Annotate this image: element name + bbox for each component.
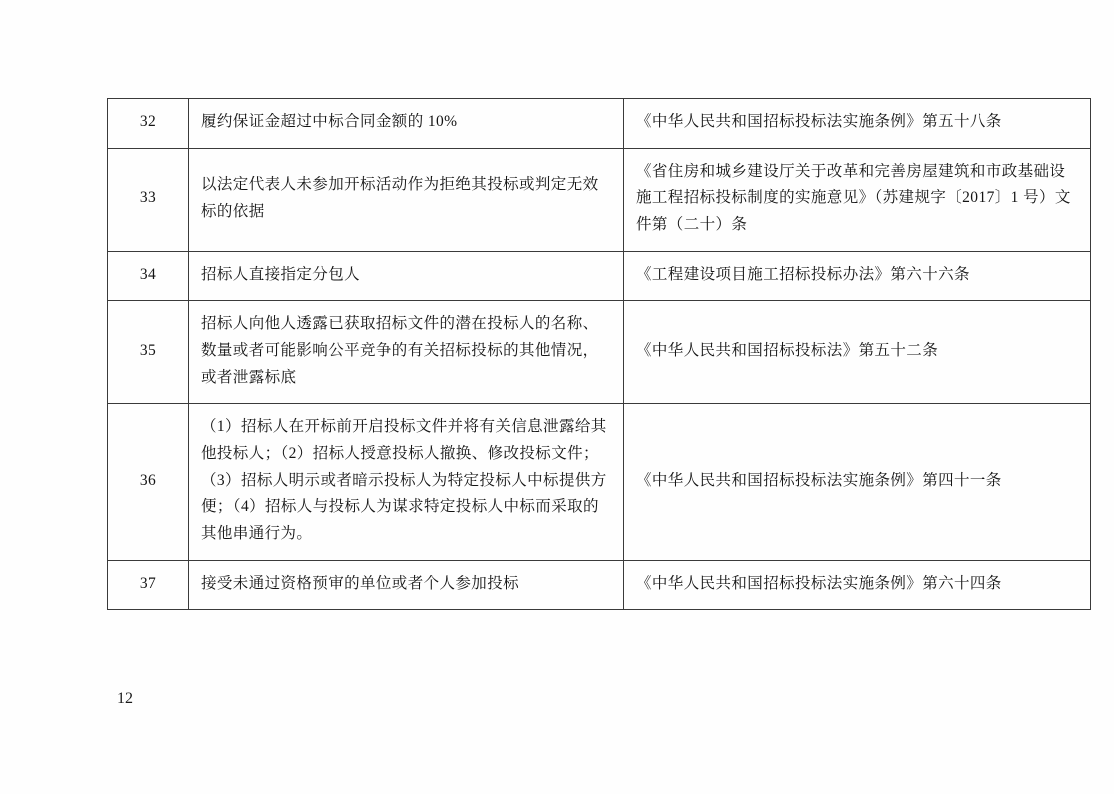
table-row — [108, 148, 1091, 251]
row-reference: 《中华人民共和国招标投标法实施条例》第四十一条 — [636, 471, 1002, 489]
row-description-cell — [189, 404, 624, 560]
row-description: 履约保证金超过中标合同金额的 10% — [201, 113, 458, 130]
row-number-cell — [108, 251, 189, 301]
row-description: 招标人直接指定分包人 — [201, 265, 361, 283]
row-description-cell — [189, 148, 624, 251]
row-number-cell — [108, 99, 189, 149]
row-description: 招标人向他人透露已获取招标文件的潜在投标人的名称、数量或者可能影响公平竞争的有关招标投标的其他情况，或者泄露标底 — [201, 315, 599, 386]
row-number: 35 — [139, 341, 157, 359]
row-reference-cell — [624, 251, 1091, 301]
row-number-cell — [108, 301, 189, 404]
row-reference: 《中华人民共和国招标投标法实施条例》第五十八条 — [636, 113, 1002, 130]
row-description-cell — [189, 251, 624, 301]
table-row — [108, 404, 1091, 560]
row-number-cell — [108, 404, 189, 560]
page-number: 12 — [117, 690, 133, 707]
table-row — [108, 560, 1091, 610]
row-description-cell — [189, 301, 624, 404]
row-number: 36 — [139, 471, 157, 489]
row-number: 32 — [139, 113, 157, 130]
row-description: 以法定代表人未参加开标活动作为拒绝其投标或判定无效标的依据 — [201, 175, 599, 220]
row-reference-cell — [624, 301, 1091, 404]
row-number-cell — [108, 148, 189, 251]
row-reference-cell — [624, 404, 1091, 560]
row-description: （1）招标人在开标前开启投标文件并将有关信息泄露给其他投标人；（2）招标人授意投标人撤换、修改投标文件；（3）招标人明示或者暗示投标人为特定投标人中标提供方便；（4）招标人与投标人为谋求特定投标人中标而采取的其他串通行为。 — [201, 418, 607, 542]
row-number: 33 — [139, 189, 157, 207]
row-description-cell — [189, 99, 624, 149]
row-number: 37 — [139, 574, 157, 592]
row-reference: 《省住房和城乡建设厅关于改革和完善房屋建筑和市政基础设施工程招标投标制度的实施意见》（苏建规字〔2017〕1 号）文件第（二十）条 — [636, 162, 1071, 233]
violations-table — [107, 98, 1091, 610]
row-description-cell — [189, 560, 624, 610]
row-reference-cell — [624, 99, 1091, 149]
row-number-cell — [108, 560, 189, 610]
row-reference-cell — [624, 148, 1091, 251]
row-number: 34 — [139, 265, 157, 283]
table-body — [108, 99, 1091, 610]
row-reference: 《工程建设项目施工招标投标办法》第六十六条 — [636, 265, 970, 283]
row-reference: 《中华人民共和国招标投标法》第五十二条 — [636, 341, 939, 359]
table-row — [108, 301, 1091, 404]
row-reference-cell — [624, 560, 1091, 610]
row-reference: 《中华人民共和国招标投标法实施条例》第六十四条 — [636, 574, 1002, 592]
table-row — [108, 251, 1091, 301]
row-description: 接受未通过资格预审的单位或者个人参加投标 — [201, 574, 520, 592]
table-row — [108, 99, 1091, 149]
